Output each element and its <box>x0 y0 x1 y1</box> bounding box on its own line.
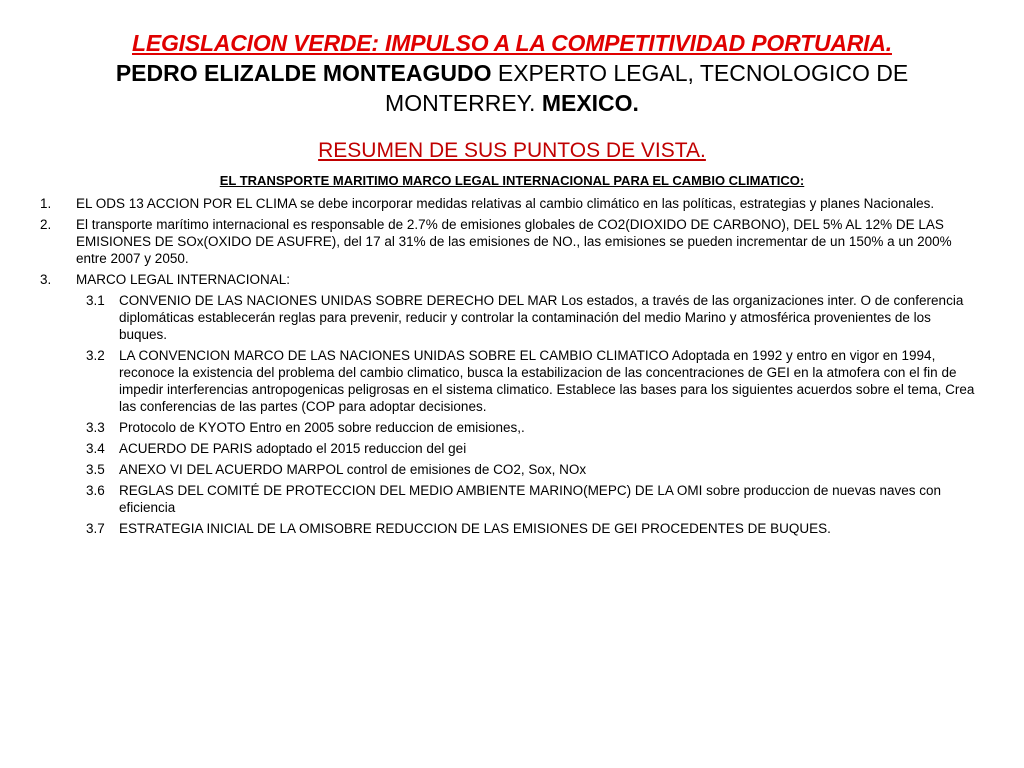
sublist-item-number: 3.7 <box>86 521 105 536</box>
sublist-item-text: LA CONVENCION MARCO DE LAS NACIONES UNIDAS SOBRE EL CAMBIO CLIMATICO Adoptada en 1992 y entro en vigor en 1994, reconoce la existencia del problema del cambio climatico, busca la estabilizacion de las concentraciones de GEI en la atmofera con el fin de impedir interferencias antropogenicas peligrosas en el sistema climatico. Establece las bases para los siguientes acuerdos sobre el tema, Crea las conferencias de las partes (COP para adoptar decisiones. <box>119 348 975 414</box>
sublist-item-text: ESTRATEGIA INICIAL DE LA OMISOBRE REDUCCION DE LAS EMISIONES DE GEI PROCEDENTES DE BUQUES. <box>119 521 831 536</box>
sublist-item-number: 3.3 <box>86 420 105 435</box>
title-main: LEGISLACION VERDE: IMPULSO A LA COMPETITIVIDAD PORTUARIA. <box>132 30 892 56</box>
sublist-item <box>0 292 1024 343</box>
sublist-item-text: ANEXO VI DEL ACUERDO MARPOL control de emisiones de CO2, Sox, NOx <box>119 462 587 477</box>
list-item-number: 3. <box>40 272 52 287</box>
slide-title <box>60 28 964 118</box>
sublist-item-number: 3.4 <box>86 441 105 456</box>
list-item-number: 2. <box>40 217 52 232</box>
points-list <box>0 195 1024 541</box>
sublist-item-number: 3.2 <box>86 348 105 363</box>
sublist-item <box>0 482 1024 516</box>
sublist-item-text: ACUERDO DE PARIS adoptado el 2015 reduccion del gei <box>119 441 467 456</box>
list-item-text: EL ODS 13 ACCION POR EL CLIMA se debe incorporar medidas relativas al cambio climático en las políticas, estrategias y planes Nacionales. <box>76 196 935 211</box>
author-country: MEXICO. <box>541 90 639 116</box>
sublist-item-number: 3.5 <box>86 462 105 477</box>
sublist-item <box>0 419 1024 436</box>
sublist-item-number: 3.6 <box>86 483 105 498</box>
sublist-item <box>0 461 1024 478</box>
sublist-item-text: CONVENIO DE LAS NACIONES UNIDAS SOBRE DERECHO DEL MAR Los estados, a través de las organizaciones inter. O de conferencia diplomáticas establecerán reglas para prevenir, reducir y controlar la contaminación del medio Marino y atmosférica provenientes de los buques. <box>119 293 964 342</box>
list-item-text: MARCO LEGAL INTERNACIONAL: <box>76 272 291 287</box>
author-name: PEDRO ELIZALDE MONTEAGUDO <box>115 60 492 86</box>
sublist-item <box>0 520 1024 537</box>
subtitle: RESUMEN DE SUS PUNTOS DE VISTA. <box>318 139 706 162</box>
sublist-item <box>0 440 1024 457</box>
list-item-text: El transporte marítimo internacional es responsable de 2.7% de emisiones globales de CO2(DIOXIDO DE CARBONO), DEL 5% AL 12% DE LAS EMISIONES DE SOx(OXIDO DE ASUFRE), del 17 al 31% de las emisiones de NO., las emisiones se pueden incrementar de un 150% a un 200% entre 2007 y 2050. <box>76 217 952 266</box>
list-item <box>0 216 1024 267</box>
list-item <box>0 195 1024 212</box>
sublist-item-text: REGLAS DEL COMITÉ DE PROTECCION DEL MEDIO AMBIENTE MARINO(MEPC) DE LA OMI sobre produccion de nuevas naves con eficiencia <box>119 483 941 515</box>
list-item <box>0 271 1024 288</box>
sublist-item <box>0 347 1024 415</box>
sublist-item-number: 3.1 <box>86 293 105 308</box>
sublist-item-text: Protocolo de KYOTO Entro en 2005 sobre reduccion de emisiones,. <box>119 420 525 435</box>
section-heading: EL TRANSPORTE MARITIMO MARCO LEGAL INTERNACIONAL PARA EL CAMBIO CLIMATICO: <box>219 173 805 188</box>
list-item-number: 1. <box>40 196 52 211</box>
author-role: EXPERTO LEGAL, TECNOLOGICO DE MONTERREY. <box>385 60 909 116</box>
